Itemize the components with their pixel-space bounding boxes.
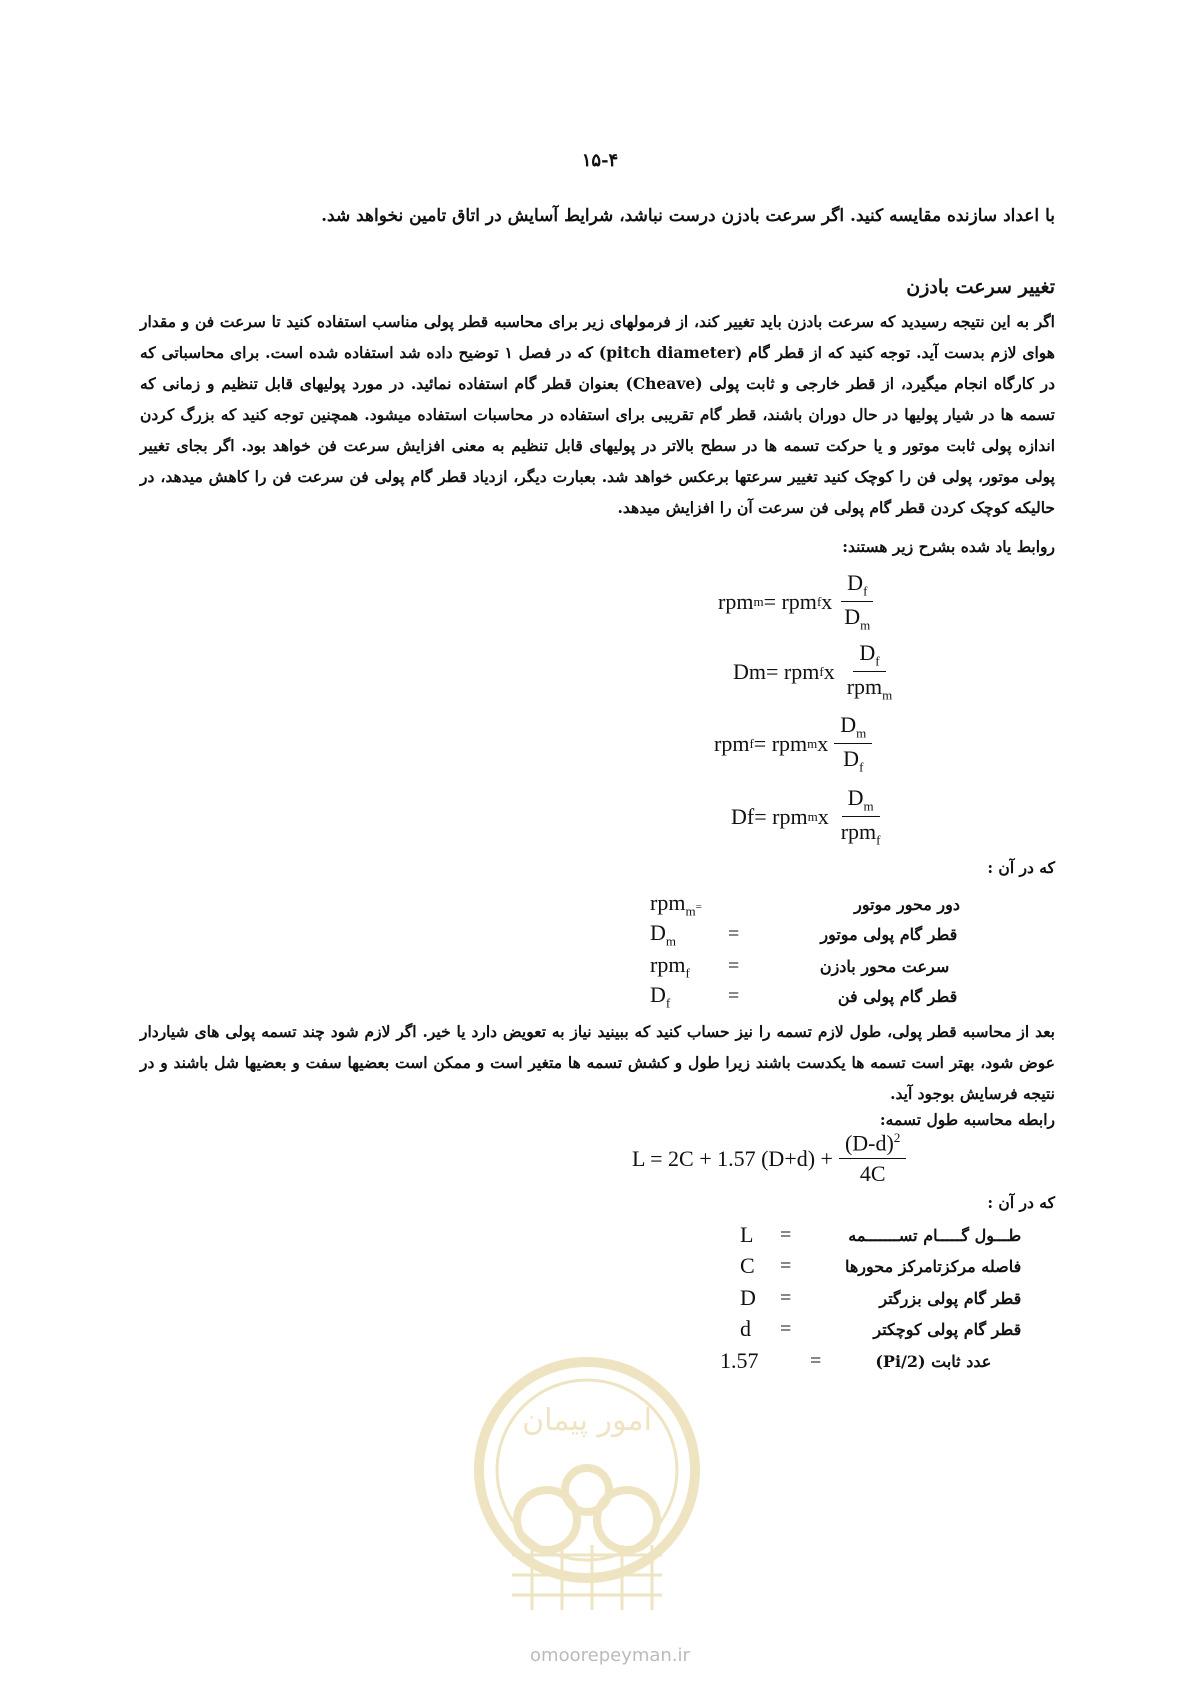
definition-desc: قطر گام پولی بزرگتر xyxy=(879,1288,1022,1308)
definition-row: قطر گام پولی موتور = $D_m$ xyxy=(650,920,958,949)
definition-row: عدد ثابت (Pi/2) = 1.57 xyxy=(720,1348,992,1373)
definition-symbol: D xyxy=(740,1285,756,1310)
paragraph-belt: بعد از محاسبه قطر پولی، طول لازم تسمه را نیز حساب کنید که ببینید نیاز به تعویض دارد یا خیر. اگر لازم شود چند تسمه پولی های شیاردار عوض شود، بهتر است تسمه ها یکدست باشند زیرا طول و کشش تسمه ها متغیر است و ممکن است بعضیها سفت و بعضیها شل باشند و در نتیجه فرسایش بوجود آید. xyxy=(140,1022,1055,1103)
definition-desc: قطر گام پولی فن xyxy=(837,987,958,1007)
definition-row: طـــول گـــــام تســـــــمه = L xyxy=(740,1222,1022,1247)
formula-dm: Dm = rpm f x $\frac{D_f}{rpm_m}$ xyxy=(733,640,893,703)
definition-row: قطر گام پولی کوچکتر = d xyxy=(740,1316,1022,1341)
formula-rpm-fan: rpm f = rpm m x $\frac{D_m}{D_f}$ xyxy=(714,712,872,776)
definition-symbol: L xyxy=(740,1222,754,1247)
definition-row: فاصله مرکزتامرکز محورها = C xyxy=(740,1253,1022,1278)
definition-symbol: 1.57 xyxy=(720,1348,759,1373)
section-heading: تغییر سرعت بادزن xyxy=(906,276,1055,298)
definition-symbol: rpm$_m$= xyxy=(650,890,702,919)
definition-row: قطر گام پولی فن = $D_f$ xyxy=(650,982,958,1011)
definition-symbol: $D_f$ xyxy=(650,982,671,1011)
watermark-logo xyxy=(452,1340,722,1640)
definition-desc: طـــول گـــــام تســـــــمه xyxy=(848,1225,1022,1245)
definition-row xyxy=(650,890,960,919)
definition-symbol: rpm$_f$ xyxy=(650,952,690,981)
watermark-text: امور پیمان xyxy=(522,1403,652,1438)
definition-desc: عدد ثابت (Pi/2) xyxy=(875,1351,992,1371)
paragraph-fan-speed: اگر به این نتیجه رسیدید که سرعت بادزن باید تغییر کند، از فرمولهای زیر برای محاسبه قطر پولی مناسب استفاده کنید تا سرعت فن و مقدار هوای لازم بدست آید. توجه کنید که از قطر گام (pitch diameter) که در فصل ۱ توضیح داده شد استفاده شده است. برای محاسباتی که در کارگاه انجام میگیرد، از قطر خارجی و ثابت پولی (Cheave) بعنوان قطر گام استفاده نمائید. در مورد پولیهای قابل تنظیم و زمانی که تسمه ها در شیار پولیها در حال دوران باشند، قطر گام تقریبی برای استفاده در محاسبات استفاده میشود. همچنین توجه کنید که بزرگ کردن اندازه پولی ثابت موتور و یا حرکت تسمه ها در سطح بالاتر در پولیهای قابل تنظیم به معنی افزایش سرعت فن خواهد بود. اگر بجای تغییر پولی موتور، پولی فن را کوچک کنید تغییر سرعتها برعکس خواهد شد. بعبارت دیگر، ازدیاد قطر گام پولی فن سرعت فن را کاهش میدهد، در حالیکه کوچک کردن قطر گام پولی فن سرعت آن را افزایش میدهد. xyxy=(140,312,1056,517)
formula-df: Df = rpm m x $\frac{D_m}{rpm_f}$ xyxy=(731,785,881,848)
definition-desc: قطر گام پولی کوچکتر xyxy=(873,1319,1022,1339)
definition-desc: دور محور موتور xyxy=(854,895,960,915)
belt-formula-intro: رابطه محاسبه طول تسمه: xyxy=(879,1110,1055,1129)
relations-intro: روابط یاد شده بشرح زیر هستند: xyxy=(842,537,1055,556)
definition-desc: سرعت محور بادزن xyxy=(819,957,950,977)
intro-line: با اعداد سازنده مقایسه کنید. اگر سرعت بادزن درست نباشد، شرایط آسایش در اتاق تامین نخواهد شد. xyxy=(321,206,1055,226)
formula-belt-length: L = 2C + 1.57 (D+d) + $\frac{(D-d)^2}{4C}$ xyxy=(632,1130,906,1187)
definition-desc: فاصله مرکزتامرکز محورها xyxy=(844,1256,1022,1276)
definition-desc: قطر گام پولی موتور xyxy=(820,925,958,945)
definition-symbol: C xyxy=(740,1253,755,1278)
where-label-2: که در آن : xyxy=(987,1193,1055,1212)
definition-symbol: d xyxy=(740,1316,751,1341)
definition-symbol: $D_m$ xyxy=(650,920,677,949)
definition-row: سرعت محور بادزن = rpm$_f$ xyxy=(650,952,950,981)
formula-rpm-motor: rpm m = rpm f x $\frac{D_f}{D_m}$ xyxy=(718,570,876,634)
where-label: که در آن : xyxy=(987,858,1055,877)
footer-url: omoorepeyman.ir xyxy=(530,1645,690,1666)
definition-row: قطر گام پولی بزرگتر = D xyxy=(740,1285,1022,1310)
page-number: ۱۵-۴ xyxy=(581,150,619,171)
